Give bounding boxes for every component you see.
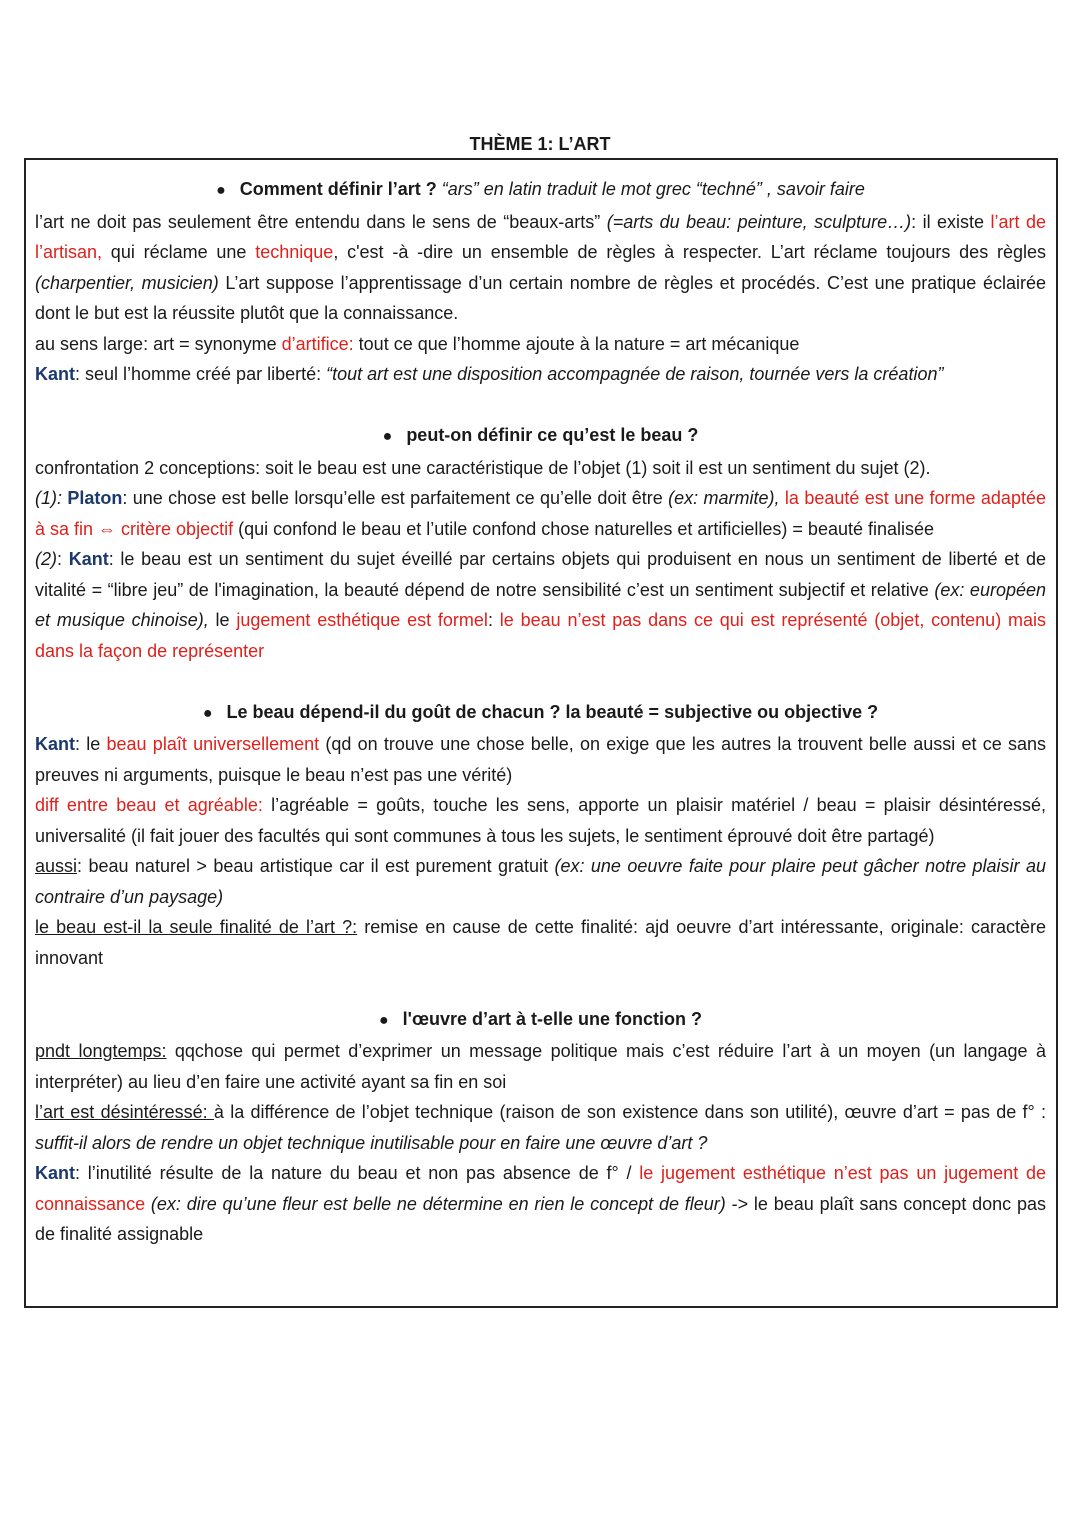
paragraph — [35, 1097, 1046, 1158]
text-run: qqchose qui permet d’exprimer un message politique mais c’est réduire l’art à un moyen (un langage à interpréter) au lieu d’en faire une activité ayant sa fin en soi — [35, 1041, 1046, 1092]
paragraph — [35, 453, 1046, 484]
section-heading-gout — [35, 697, 1046, 730]
text-run: (=arts du beau: peinture, sculpture…) — [606, 211, 912, 232]
text-run: l’art de l’artisan, — [35, 211, 1047, 262]
text-run: (ex: marmite), — [668, 488, 780, 508]
text-run: au sens large: art = synonyme — [35, 333, 282, 354]
paragraph — [35, 359, 1046, 390]
text-run: (qui confond le beau et l’utile confond chose naturelles et artificielles) = beauté finalisée — [233, 518, 935, 539]
bullet-icon: ● — [379, 1011, 389, 1029]
heading-text: l'œuvre d’art à t-elle une fonction ? — [402, 1008, 702, 1029]
page-title: THÈME 1: L’ART — [469, 134, 611, 154]
paragraph — [35, 1158, 1046, 1250]
paragraph — [35, 1036, 1046, 1097]
text-run: suffit-il alors de rendre un objet technique inutilisable pour en faire une œuvre d’art ? — [35, 1132, 708, 1153]
heading-text: Le beau dépend-il du goût de chacun ? la beauté = subjective ou objective ? — [226, 701, 879, 722]
text-run: Platon — [67, 488, 123, 508]
paragraph — [35, 329, 1046, 360]
heading-text: Comment définir l’art ? — [239, 179, 437, 199]
text-run: : une chose est belle lorsqu’elle est parfaitement ce qu’elle doit être — [122, 488, 669, 508]
text-run: (charpentier, musicien) — [35, 272, 219, 293]
text-run: -> le beau plaît sans concept donc pas de finalité assignable — [35, 1193, 1046, 1244]
text-run: (ex: dire qu’une fleur est belle ne détermine en rien le concept de fleur) — [150, 1193, 726, 1214]
text-run: Kant — [68, 549, 109, 569]
heading-italic-text: “ars” en latin traduit le mot grec “techné” , savoir faire — [436, 179, 865, 199]
section-heading-definir-beau — [35, 420, 1046, 453]
paragraph — [35, 729, 1046, 790]
text-run: le jugement esthétique n’est pas un jugement de connaissance — [35, 1163, 1046, 1214]
text-run: diff entre beau et agréable: — [35, 795, 263, 815]
bullet-icon: ● — [216, 182, 226, 199]
paragraph — [35, 912, 1046, 973]
text-run: à la différence de l’objet technique (raison de son existence dans son utilité), œuvre d’art = pas de f° : — [213, 1102, 1047, 1122]
text-run: L’art suppose l’apprentissage d’un certain nombre de règles et procédés. C’est une pratique éclairée dont le but est la réussite plutôt que la connaissance. — [35, 272, 1046, 323]
paragraph — [35, 483, 1046, 544]
text-run: “tout art est une disposition accompagnée de raison, tournée vers la création” — [326, 364, 944, 384]
text-run: l’agréable = goûts, touche les sens, apporte un plaisir matériel / beau = plaisir désintéressé, universalité (il fait jouer des facultés qui sont communes à tous les sujets, le sentiment éprouvé doit être partagé) — [35, 795, 1046, 846]
text-run: confrontation 2 conceptions: soit le beau est une caractéristique de l’objet (1) soit il est un sentiment du sujet (2). — [35, 457, 931, 478]
content-frame — [24, 158, 1058, 1308]
paragraph — [35, 207, 1046, 329]
text-run: technique — [255, 242, 334, 262]
text-run: : le — [75, 734, 107, 754]
bullet-icon: ● — [382, 428, 393, 445]
text-run: (1): — [35, 488, 68, 508]
text-run: Kant — [35, 364, 75, 384]
text-run: (2) — [35, 549, 57, 569]
text-run: : le beau est un sentiment du sujet éveillé par certains objets qui produisent en nous un sentiment de liberté et de vitalité = “libre jeu” de l'imagination, la beauté dépend de notre sensibilité c’est un sentiment subjectif et relative — [35, 549, 1046, 600]
text-run: d’artifice: — [281, 333, 354, 354]
paragraph — [35, 851, 1046, 912]
text-run: l’art ne doit pas seulement être entendu dans le sens de “beaux-arts” — [35, 211, 607, 232]
text-run: (qd on trouve une chose belle, on exige que les autres la trouvent belle aussi et ce sans preuves ni arguments, puisque le beau n’est pas une vérité) — [35, 734, 1046, 785]
text-run: : — [487, 610, 500, 630]
text-run: la beauté est une forme adaptée à sa fin ⇔ critère objectif — [35, 488, 1046, 539]
text-run: pndt longtemps: — [35, 1041, 167, 1061]
text-run: Kant — [35, 1163, 75, 1183]
text-run: (ex: européen et musique chinoise), — [35, 579, 1047, 630]
text-run: remise en cause de cette finalité: ajd oeuvre d’art intéressante, originale: caractère innovant — [35, 917, 1046, 968]
section-heading-fonction — [35, 1004, 1046, 1037]
text-run: : seul l’homme créé par liberté: — [75, 364, 327, 384]
text-run: aussi — [35, 856, 78, 876]
text-run: : beau naturel > beau artistique car il est purement gratuit — [77, 856, 555, 876]
text-run: Kant — [35, 734, 75, 754]
text-run: qui réclame une — [102, 242, 256, 262]
paragraph — [35, 544, 1046, 666]
text-run: l’art est désintéressé: — [35, 1102, 214, 1122]
text-run: , c'est -à -dire un ensemble de règles à respecter. L’art réclame toujours des règles — [333, 242, 1046, 262]
text-run: le beau est-il la seule finalité de l’art ?: — [35, 917, 358, 937]
paragraph — [35, 790, 1046, 851]
text-run: beau plaît universellement — [106, 734, 320, 754]
text-run: le — [208, 610, 237, 630]
text-run: : il existe — [911, 211, 991, 232]
section-heading-definir-art — [35, 174, 1046, 207]
text-run: tout ce que l’homme ajoute à la nature = art mécanique — [353, 333, 800, 354]
text-run: jugement esthétique est formel — [236, 610, 488, 630]
text-run: : l’inutilité résulte de la nature du beau et non pas absence de f° / — [75, 1163, 640, 1183]
heading-text: peut-on définir ce qu’est le beau ? — [406, 425, 699, 445]
text-run: (ex: une oeuvre faite pour plaire peut gâcher notre plaisir au contraire d’un paysage) — [35, 856, 1046, 907]
text-run: : — [57, 549, 69, 569]
text-run: le beau n’est pas dans ce qui est représenté (objet, contenu) mais dans la façon de représenter — [35, 610, 1047, 661]
bullet-icon: ● — [202, 704, 213, 722]
